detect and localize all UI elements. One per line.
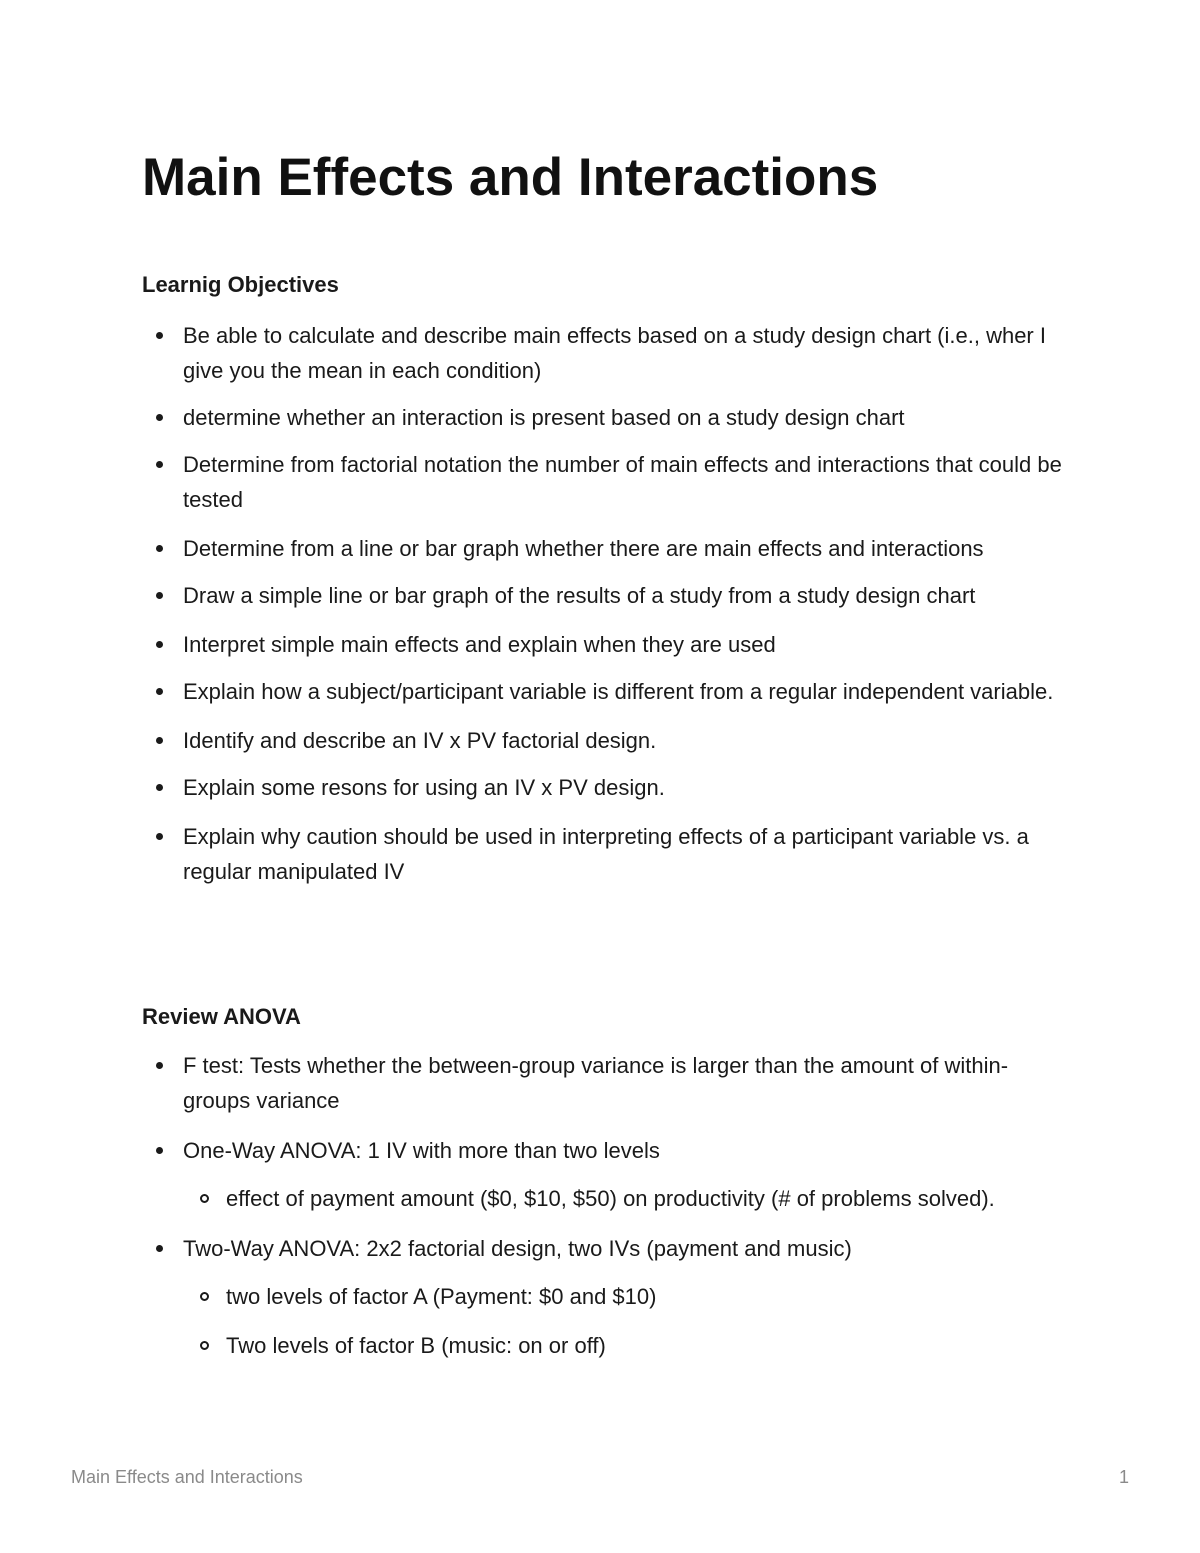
list-item-text: One-Way ANOVA: 1 IV with more than two levels bbox=[183, 1138, 660, 1163]
list-item: Explain how a subject/participant variable is different from a regular independent variable. bbox=[142, 674, 1062, 709]
list-item: Draw a simple line or bar graph of the results of a study from a study design chart bbox=[142, 578, 1062, 613]
footer-title: Main Effects and Interactions bbox=[71, 1467, 303, 1487]
page-title: Main Effects and Interactions bbox=[142, 148, 879, 207]
list-item: Determine from factorial notation the number of main effects and interactions that could be tested bbox=[142, 447, 1062, 517]
list-item: Explain why caution should be used in interpreting effects of a participant variable vs. a regular manipulated IV bbox=[142, 819, 1062, 889]
list-item: Explain some resons for using an IV x PV design. bbox=[142, 770, 1062, 805]
sub-list bbox=[183, 1181, 1062, 1216]
footer-page-number: 1 bbox=[1118, 1467, 1129, 1487]
sub-list-item: Two levels of factor B (music: on or off) bbox=[183, 1328, 1062, 1363]
section-heading-review-anova: Review ANOVA bbox=[142, 1004, 301, 1029]
list-item: Be able to calculate and describe main effects based on a study design chart (i.e., wher I give you the mean in each condition) bbox=[142, 318, 1062, 388]
list-item: Determine from a line or bar graph whether there are main effects and interactions bbox=[142, 531, 1062, 566]
list-item: Identify and describe an IV x PV factorial design. bbox=[142, 723, 1062, 758]
list-item: Interpret simple main effects and explain when they are used bbox=[142, 627, 1062, 662]
sub-list-item: effect of payment amount ($0, $10, $50) on productivity (# of problems solved). bbox=[183, 1181, 1062, 1216]
list-item bbox=[142, 1231, 1062, 1363]
sub-list-item: two levels of factor A (Payment: $0 and $10) bbox=[183, 1279, 1062, 1314]
list-item bbox=[142, 1048, 1062, 1118]
objectives-list bbox=[142, 318, 1062, 901]
list-item bbox=[142, 1133, 1062, 1216]
sub-list bbox=[183, 1279, 1062, 1363]
list-item-text: F test: Tests whether the between-group variance is larger than the amount of within-groups variance bbox=[183, 1053, 1009, 1113]
list-item: determine whether an interaction is present based on a study design chart bbox=[142, 400, 1062, 435]
review-anova-list bbox=[142, 1048, 1062, 1378]
list-item-text: Two-Way ANOVA: 2x2 factorial design, two IVs (payment and music) bbox=[183, 1236, 852, 1261]
section-heading-objectives: Learnig Objectives bbox=[142, 272, 339, 297]
